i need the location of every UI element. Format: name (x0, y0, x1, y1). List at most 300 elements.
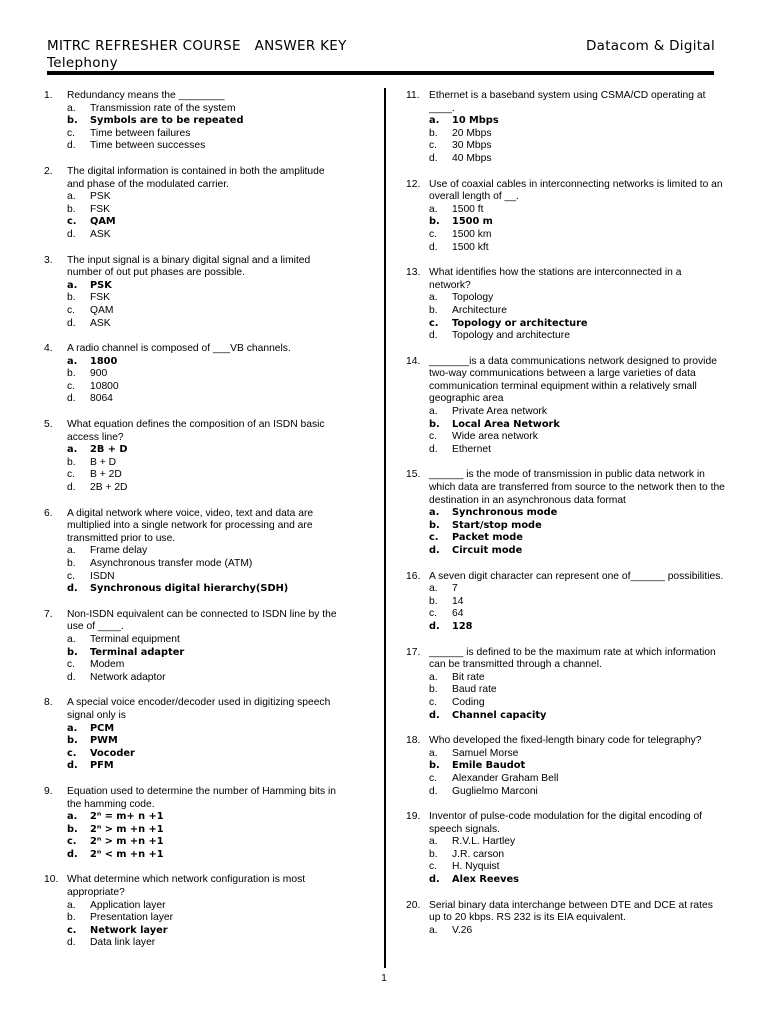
answer-option-correct (44, 723, 344, 736)
answer-option (406, 444, 726, 457)
question-number: 3. (44, 254, 53, 266)
option-text: Bit rate (452, 671, 485, 683)
answer-option (406, 697, 726, 710)
question-text: A seven digit character can represent one of______ possibilities. (429, 570, 724, 582)
answer-option (44, 191, 344, 204)
question-number: 5. (44, 419, 53, 431)
answer-option (406, 128, 726, 141)
answer-option (44, 128, 344, 141)
answer-option-correct (44, 583, 344, 596)
option-letter: d. (429, 620, 440, 632)
question-text: A special voice encoder/decoder used in digitizing speech signal only is (67, 697, 331, 721)
option-text: PCM (90, 722, 115, 734)
option-text: Channel capacity (452, 709, 547, 721)
option-text: 900 (90, 368, 108, 380)
answer-option (44, 469, 344, 482)
question-item (406, 735, 726, 798)
option-text: B + 2D (90, 469, 122, 481)
option-text: Ethernet (452, 443, 491, 455)
answer-option (406, 204, 726, 217)
option-text: ASK (90, 317, 111, 329)
answer-option-correct (406, 532, 726, 545)
option-letter: c. (429, 772, 438, 784)
question-number: 18. (406, 735, 421, 747)
option-letter: a. (429, 747, 438, 759)
answer-option (406, 330, 726, 343)
answer-option (44, 381, 344, 394)
option-letter: a. (429, 924, 438, 936)
option-letter: b. (67, 912, 76, 924)
question-head (44, 255, 344, 280)
answer-option-correct (406, 760, 726, 773)
answer-option-correct (44, 849, 344, 862)
option-text: Emile Baudot (452, 760, 526, 772)
answer-option-correct (44, 760, 344, 773)
answer-option (44, 318, 344, 331)
option-text: Modem (90, 659, 125, 671)
question-head (406, 267, 726, 292)
option-letter: a. (429, 836, 438, 848)
option-letter: c. (429, 696, 438, 708)
answer-option (44, 558, 344, 571)
header-subject: Datacom & Digital (585, 38, 715, 54)
option-letter: a. (429, 507, 440, 519)
question-text: Ethernet is a baseband system using CSMA/CD operating at ____. (429, 90, 706, 114)
answer-option-correct (44, 356, 344, 369)
option-text: 1500 ft (452, 203, 484, 215)
option-text: 1500 m (452, 216, 493, 228)
option-letter: d. (429, 443, 438, 455)
option-letter: d. (429, 785, 438, 797)
answer-option-correct (44, 748, 344, 761)
question-head (44, 786, 344, 811)
option-letter: c. (67, 127, 76, 139)
option-text: Baud rate (452, 684, 497, 696)
option-text: Transmission rate of the system (90, 102, 236, 114)
option-letter: c. (67, 747, 77, 759)
option-text: Wide area network (452, 431, 538, 443)
option-text: Start/stop mode (452, 519, 542, 531)
option-letter: d. (67, 848, 78, 860)
question-number: 4. (44, 343, 53, 355)
question-head (406, 811, 726, 836)
question-text: Who developed the fixed-length binary code for telegraphy? (429, 735, 702, 747)
answer-option (406, 229, 726, 242)
answer-option (44, 482, 344, 495)
question-number: 2. (44, 165, 53, 177)
option-text: Topology (452, 292, 494, 304)
question-item (406, 469, 726, 557)
option-letter: b. (429, 304, 438, 316)
question-number: 15. (406, 469, 421, 481)
question-text: What equation defines the composition of an ISDN basic access line? (67, 419, 325, 443)
option-letter: d. (429, 545, 440, 556)
question-item (44, 419, 344, 495)
question-text: A digital network where voice, video, text and data are multiplied into a single network for processing and are transmitted prior to use. (67, 507, 314, 544)
option-letter: b. (67, 292, 76, 304)
answer-option (406, 773, 726, 786)
answer-option-correct (406, 520, 726, 533)
option-letter: b. (429, 519, 440, 531)
question-text: ______ is defined to be the maximum rate at which information can be transmitted through a channel. (429, 646, 716, 671)
option-letter: a. (67, 279, 78, 291)
header-title: MITRC REFRESHER COURSE ANSWER KEY (47, 38, 347, 54)
option-letter: b. (67, 456, 76, 468)
question-head (406, 647, 726, 672)
option-text: Coding (452, 696, 485, 708)
answer-option-correct (406, 710, 726, 723)
option-text: Local Area Network (452, 418, 560, 430)
option-text: FSK (90, 292, 111, 304)
option-text: QAM (90, 216, 116, 228)
option-letter: b. (67, 646, 78, 658)
answer-option-correct (44, 115, 344, 128)
answer-option-correct (406, 419, 726, 432)
question-text: Equation used to determine the number of Hamming bits in the hamming code. (67, 785, 337, 810)
option-text: 128 (452, 620, 473, 632)
option-letter: d. (67, 671, 76, 683)
question-item (44, 255, 344, 331)
option-letter: d. (67, 228, 76, 240)
answer-option (44, 229, 344, 242)
answer-option (406, 748, 726, 761)
answer-option (406, 861, 726, 874)
answer-option (44, 634, 344, 647)
answer-option (44, 292, 344, 305)
option-letter: a. (67, 722, 78, 734)
option-letter: d. (67, 140, 76, 152)
option-text: Time between failures (90, 127, 191, 139)
question-text: _______is a data communications network designed to provide two-way communications between a large varieties of data communication terminal equipment within a relatively small geographic area (429, 355, 717, 405)
option-letter: d. (67, 317, 76, 329)
answer-option (406, 431, 726, 444)
option-letter: c. (429, 228, 438, 240)
option-text: Private Area network (452, 406, 548, 418)
question-text: ______ is the mode of transmission in public data network in which data are transferred from source to the network then to the destination in an asynchronous data format (429, 469, 725, 506)
answer-option (44, 103, 344, 116)
option-letter: c. (67, 836, 77, 848)
question-text: What determine which network configuration is most appropriate? (67, 874, 306, 899)
answer-option (406, 596, 726, 609)
option-letter: b. (67, 115, 78, 127)
option-text: Network layer (90, 924, 168, 936)
option-text: 8064 (90, 393, 113, 405)
answer-option (406, 925, 726, 938)
option-letter: d. (67, 937, 76, 949)
option-text: 64 (452, 608, 464, 620)
question-head (406, 356, 726, 406)
option-letter: b. (429, 127, 438, 139)
answer-option (44, 368, 344, 381)
question-number: 8. (44, 697, 53, 709)
answer-option-correct (44, 925, 344, 938)
answer-option (44, 912, 344, 925)
answer-option-correct (406, 621, 726, 634)
option-text: Time between successes (90, 140, 206, 152)
question-head (406, 571, 726, 584)
question-head (44, 697, 344, 722)
option-letter: c. (67, 304, 76, 316)
question-number: 7. (44, 608, 53, 620)
option-letter: c. (429, 317, 439, 329)
option-text: PSK (90, 191, 111, 203)
question-item (406, 811, 726, 887)
question-item (406, 647, 726, 723)
option-text: 20 Mbps (452, 127, 492, 139)
question-item (44, 874, 344, 950)
question-number: 10. (44, 874, 59, 886)
question-item (44, 508, 344, 596)
question-number: 11. (406, 90, 420, 101)
question-text: Non-ISDN equivalent can be connected to ISDN line by the use of ____. (67, 608, 337, 633)
option-text: 40 Mbps (452, 152, 492, 164)
option-text: Guglielmo Marconi (452, 785, 538, 797)
option-text: H. Nyquist (452, 861, 500, 873)
answer-option (406, 836, 726, 849)
option-letter: d. (67, 393, 76, 405)
question-text: The input signal is a binary digital signal and a limited number of out put phases are possible. (67, 254, 311, 279)
option-text: 2B + D (90, 444, 128, 456)
question-item (44, 343, 344, 406)
answer-option-correct (406, 545, 726, 558)
question-head (406, 179, 726, 204)
option-letter: b. (429, 216, 440, 228)
option-text: Symbols are to be repeated (90, 115, 244, 127)
option-letter: a. (429, 203, 438, 215)
option-letter: a. (429, 406, 438, 418)
answer-option (406, 140, 726, 153)
option-letter: a. (67, 633, 76, 645)
option-text: B + D (90, 456, 117, 468)
answer-option-correct (44, 216, 344, 229)
question-head (44, 609, 344, 634)
option-text: Presentation layer (90, 912, 173, 924)
answer-option (44, 672, 344, 685)
option-letter: c. (67, 216, 77, 228)
answer-option (406, 406, 726, 419)
option-text: Synchronous mode (452, 507, 558, 519)
answer-option (44, 305, 344, 318)
answer-option (406, 786, 726, 799)
answer-option-correct (44, 444, 344, 457)
answer-option (406, 583, 726, 596)
option-letter: c. (429, 140, 438, 152)
question-item (406, 571, 726, 634)
option-text: 10800 (90, 380, 119, 392)
option-letter: d. (429, 874, 440, 886)
answer-option (44, 457, 344, 470)
option-letter: c. (67, 469, 76, 481)
question-number: 16. (406, 570, 421, 582)
option-letter: c. (67, 924, 77, 936)
question-item (44, 609, 344, 685)
option-letter: c. (429, 608, 438, 620)
option-letter: d. (429, 330, 438, 342)
option-letter: b. (429, 418, 440, 430)
question-head (44, 166, 344, 191)
question-text: Use of coaxial cables in interconnecting networks is limited to an overall length of __. (429, 178, 723, 203)
option-text: QAM (90, 304, 114, 316)
answer-option-correct (44, 735, 344, 748)
question-head (406, 90, 726, 115)
option-letter: a. (67, 444, 78, 456)
answer-option (406, 684, 726, 697)
question-head (44, 874, 344, 899)
answer-option (44, 204, 344, 217)
header-subtitle: Telephony (47, 55, 118, 71)
option-letter: a. (67, 899, 76, 911)
option-text: Samuel Morse (452, 747, 519, 759)
option-text: Alexander Graham Bell (452, 772, 559, 784)
question-text: The digital information is contained in both the amplitude and phase of the modulated carrier. (67, 165, 325, 190)
question-item (406, 179, 726, 255)
question-item (44, 90, 344, 153)
option-text: 10 Mbps (452, 115, 499, 127)
answer-option-correct (406, 115, 726, 128)
option-letter: c. (429, 532, 439, 544)
option-letter: c. (67, 380, 76, 392)
header-row (47, 38, 715, 55)
answer-option (44, 140, 344, 153)
answer-option (44, 571, 344, 584)
answer-option (406, 242, 726, 255)
answer-option (44, 393, 344, 406)
answer-option-correct (406, 507, 726, 520)
option-text: 2ⁿ > m +n +1 (90, 823, 164, 835)
question-head (44, 419, 344, 444)
question-number: 19. (406, 811, 421, 823)
option-text: Vocoder (90, 747, 135, 759)
option-letter: a. (429, 115, 440, 127)
option-text: Packet mode (452, 532, 523, 544)
page-number: 1 (381, 973, 387, 984)
option-letter: a. (67, 191, 76, 203)
option-letter: c. (67, 570, 76, 582)
option-text: FSK (90, 203, 111, 215)
question-item (406, 900, 726, 938)
answer-option (406, 305, 726, 318)
option-text: Alex Reeves (452, 874, 520, 886)
option-letter: b. (67, 735, 78, 747)
option-letter: b. (67, 823, 78, 835)
option-letter: d. (429, 709, 440, 721)
question-number: 6. (44, 507, 53, 519)
option-letter: d. (429, 152, 438, 164)
column-divider (384, 88, 386, 968)
left-column (44, 90, 344, 963)
option-text: V.26 (452, 924, 473, 936)
option-text: 1800 (90, 355, 118, 367)
option-text: PFM (90, 760, 114, 772)
option-text: Application layer (90, 899, 166, 911)
option-text: R.V.L. Hartley (452, 836, 516, 848)
option-text: 7 (452, 583, 458, 595)
option-text: Topology or architecture (452, 317, 588, 329)
question-head (406, 900, 726, 925)
question-item (406, 90, 726, 166)
option-text: ASK (90, 228, 111, 240)
option-letter: a. (429, 583, 438, 595)
option-letter: c. (67, 659, 76, 671)
option-letter: a. (67, 102, 76, 114)
option-text: Terminal equipment (90, 633, 180, 645)
page-header (47, 38, 715, 71)
answer-option (406, 608, 726, 621)
question-item (406, 356, 726, 457)
option-text: 2ⁿ = m+ n +1 (90, 811, 164, 823)
option-letter: d. (67, 583, 78, 595)
question-number: 17. (406, 646, 421, 658)
option-text: 1500 km (452, 228, 492, 240)
question-number: 13. (406, 267, 421, 279)
option-text: ISDN (90, 570, 115, 582)
answer-option-correct (406, 318, 726, 331)
option-text: Circuit mode (452, 545, 523, 556)
answer-option (406, 849, 726, 862)
option-text: Terminal adapter (90, 646, 185, 658)
answer-option (406, 672, 726, 685)
question-number: 9. (44, 785, 53, 797)
option-text: 1500 kft (452, 241, 489, 253)
option-letter: d. (67, 482, 76, 494)
answer-option-correct (406, 874, 726, 887)
option-text: Frame delay (90, 545, 148, 557)
option-text: 2B + 2D (90, 482, 128, 494)
option-letter: b. (67, 558, 76, 569)
option-letter: b. (429, 760, 440, 772)
option-text: 14 (452, 595, 464, 607)
option-letter: c. (429, 861, 438, 873)
answer-option (406, 292, 726, 305)
option-letter: b. (67, 368, 76, 380)
option-letter: a. (67, 545, 76, 557)
option-text: Asynchronous transfer mode (ATM) (90, 558, 253, 569)
option-letter: a. (67, 811, 78, 823)
header-rule (47, 71, 714, 75)
question-head (44, 508, 344, 546)
question-item (44, 786, 344, 862)
answer-option-correct (44, 280, 344, 293)
option-text: 30 Mbps (452, 140, 492, 152)
question-text: Redundancy means the ________ (67, 90, 225, 101)
question-number: 14. (406, 355, 421, 367)
question-text: Serial binary data interchange between DTE and DCE at rates up to 20 kbps. RS 232 is its EIA equivalent. (429, 899, 713, 924)
answer-option (44, 659, 344, 672)
question-head (406, 735, 726, 748)
option-text: Synchronous digital hierarchy(SDH) (90, 583, 289, 595)
question-head (406, 469, 726, 507)
option-text: 2ⁿ < m +n +1 (90, 848, 164, 860)
option-text: Data link layer (90, 937, 156, 949)
option-letter: a. (429, 292, 438, 304)
answer-option-correct (44, 811, 344, 824)
option-letter: d. (67, 760, 78, 772)
question-number: 1. (44, 90, 53, 101)
answer-option (44, 937, 344, 950)
question-text: What identifies how the stations are interconnected in a network? (429, 267, 682, 291)
question-text: Inventor of pulse-code modulation for the digital encoding of speech signals. (429, 811, 703, 835)
option-letter: c. (429, 431, 438, 443)
option-letter: a. (429, 671, 438, 683)
answer-option (44, 545, 344, 558)
option-letter: b. (429, 595, 438, 607)
question-number: 20. (406, 899, 421, 911)
answer-option (406, 153, 726, 166)
question-item (44, 697, 344, 773)
question-head (44, 343, 344, 356)
option-text: Network adaptor (90, 671, 166, 683)
option-text: PSK (90, 279, 112, 291)
